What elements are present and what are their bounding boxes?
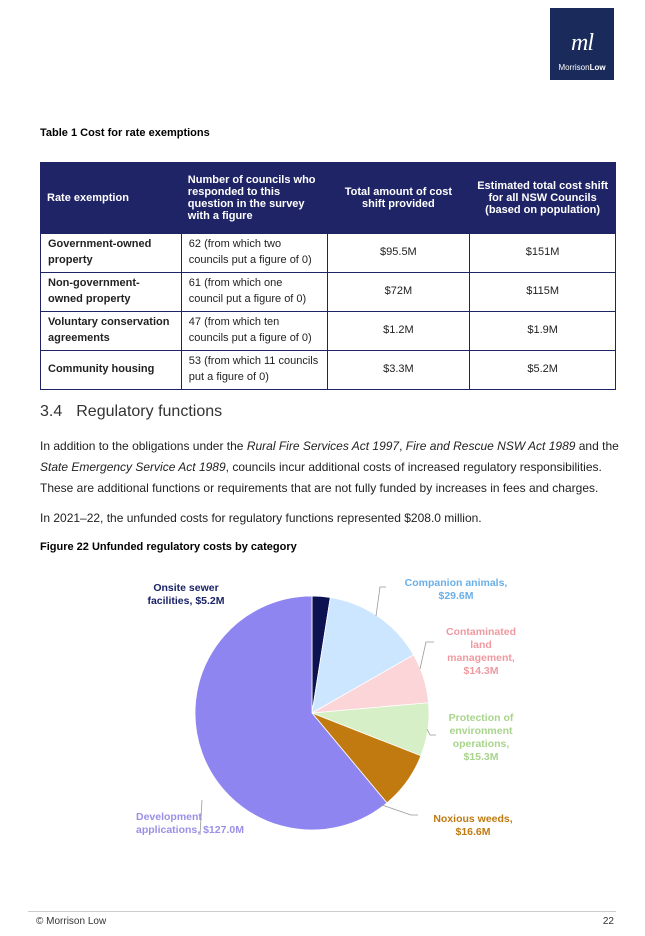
unfunded-costs-pie-chart	[0, 565, 645, 865]
cell-councils: 62 (from which two councils put a figure of 0)	[181, 234, 327, 273]
leader-line-companion-animals	[376, 587, 386, 616]
cell-estimated: $115M	[470, 273, 616, 312]
morrison-low-logo	[550, 8, 614, 80]
pie-label-development-applications: Development applications, $127.0M	[136, 811, 244, 836]
table-header-row	[41, 163, 616, 234]
cell-total: $1.2M	[327, 312, 470, 351]
table-row	[41, 234, 616, 273]
rate-exemption-table	[40, 162, 616, 390]
cell-total: $72M	[327, 273, 470, 312]
cell-total: $95.5M	[327, 234, 470, 273]
cell-estimated: $5.2M	[470, 351, 616, 390]
section-heading	[40, 403, 222, 421]
cell-exemption: Government-owned property	[41, 234, 182, 273]
cell-councils: 61 (from which one council put a figure of 0)	[181, 273, 327, 312]
table-row	[41, 312, 616, 351]
pie-label-protection-environment: Protection of environment operations, $15.3M	[448, 712, 514, 763]
section-title: Regulatory functions	[76, 403, 223, 420]
table-caption: Table 1 Cost for rate exemptions	[40, 127, 210, 139]
pie-label-companion-animals: Companion animals, $29.6M	[404, 577, 508, 602]
pie-label-onsite-sewer: Onsite sewer facilities, $5.2M	[147, 582, 225, 607]
footer-divider	[28, 911, 616, 912]
page-number: 22	[602, 916, 614, 927]
cell-exemption: Non-government-owned property	[41, 273, 182, 312]
col-header-councils: Number of councils who responded to this question in the survey with a figure	[181, 163, 327, 234]
cell-exemption: Community housing	[41, 351, 182, 390]
leader-line-protection-environment	[427, 729, 436, 735]
footer-copyright: © Morrison Low	[36, 916, 107, 927]
cell-estimated: $151M	[470, 234, 616, 273]
pie-label-contaminated-land: Contaminated land management, $14.3M	[445, 626, 517, 677]
section-number: 3.4	[40, 403, 63, 420]
logo-name: MorrisonLow	[558, 63, 606, 72]
leader-line-contaminated-land	[420, 642, 434, 669]
cell-total: $3.3M	[327, 351, 470, 390]
col-header-total: Total amount of cost shift provided	[327, 163, 470, 234]
cell-estimated: $1.9M	[470, 312, 616, 351]
paragraph-obligations: In addition to the obligations under the Rural Fire Services Act 1997, Fire and Rescue NSW Act 1989 and the State Emergency Service Act 1989, councils incur additional costs of increased regulatory responsibilities. These are additional functions or requirements that are not fully funded by increases in fees and charges.	[40, 439, 619, 495]
pie-label-noxious-weeds: Noxious weeds, $16.6M	[433, 813, 513, 838]
leader-line-noxious-weeds	[382, 805, 418, 815]
col-header-rate-exemption: Rate exemption	[41, 163, 182, 234]
cell-councils: 53 (from which 11 councils put a figure of 0)	[181, 351, 327, 390]
paragraph-unfunded-costs: In 2021–22, the unfunded costs for regulatory functions represented $208.0 million.	[40, 511, 482, 525]
table-row	[41, 351, 616, 390]
figure-caption: Figure 22 Unfunded regulatory costs by category	[40, 541, 297, 553]
table-row	[41, 273, 616, 312]
cell-exemption: Voluntary conservation agreements	[41, 312, 182, 351]
col-header-estimated: Estimated total cost shift for all NSW Councils (based on population)	[470, 163, 616, 234]
logo-mark: ml	[571, 30, 593, 56]
cell-councils: 47 (from which ten councils put a figure of 0)	[181, 312, 327, 351]
